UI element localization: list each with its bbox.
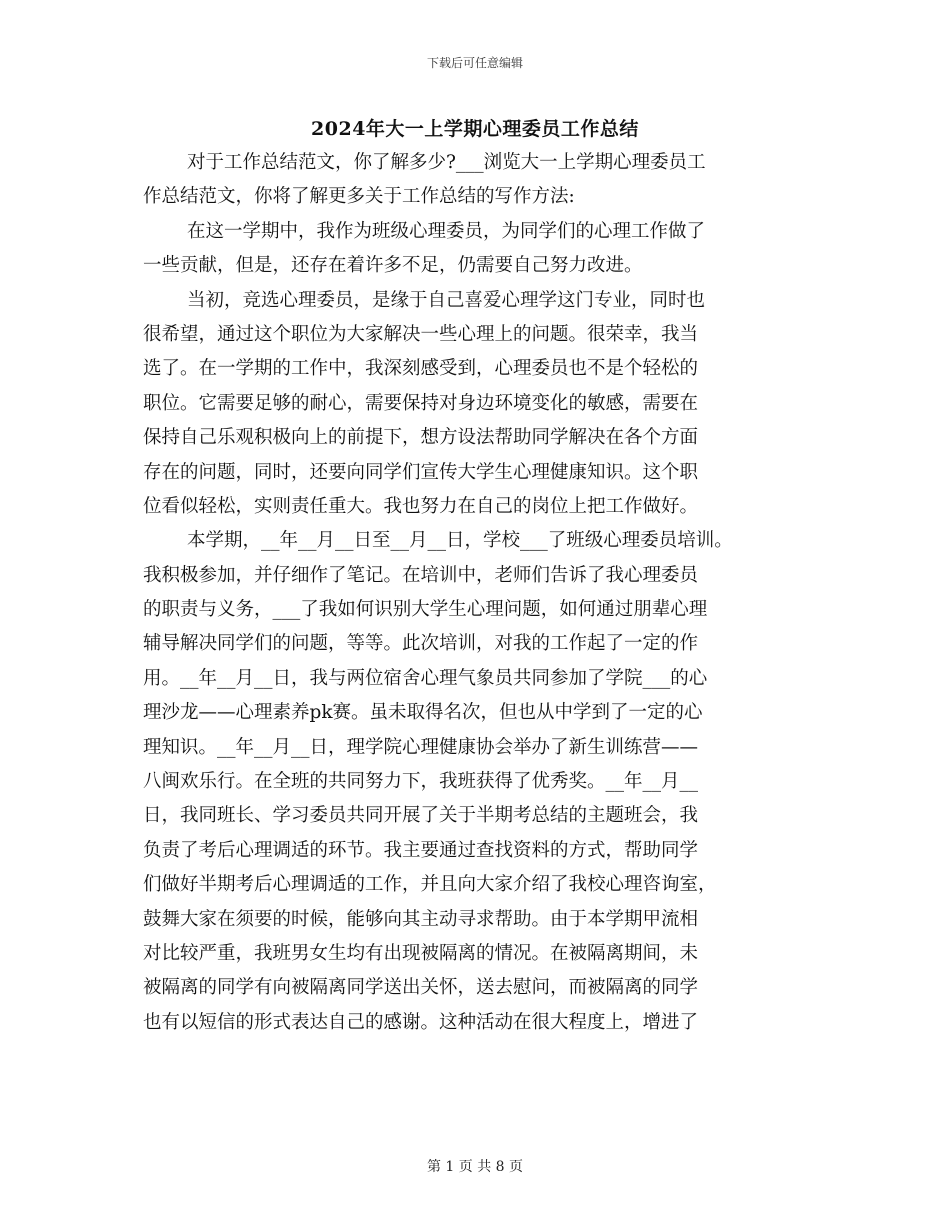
body-line: 对于工作总结范文，你了解多少?___浏览大一上学期心理委员工 (187, 152, 706, 173)
body-line: 本学期，__年__月__日至__月__日，学校___了班级心理委员培训。 (187, 530, 733, 552)
page-header: 下载后可任意编辑 (426, 56, 523, 70)
body-line: 一些贡献，但是，还存在着许多不足，仍需要自己努力改进。 (143, 255, 643, 277)
body-line: 存在的问题，同时，还要向同学们宣传大学生心理健康知识。这个职 (143, 461, 699, 483)
body-line: 选了。在一学期的工作中，我深刻感受到，心理委员也不是个轻松的 (143, 358, 699, 380)
body-line: 用。__年__月__日，我与两位宿舍心理气象员共同参加了学院___的心 (143, 667, 708, 689)
page-footer: 第 1 页 共 8 页 (426, 1159, 524, 1175)
body-line: 职位。它需要足够的耐心，需要保持对身边环境变化的敏感，需要在 (143, 392, 699, 414)
body-line: 保持自己乐观积极向上的前提下，想方设法帮助同学解决在各个方面 (143, 427, 699, 449)
body-line: 也有以短信的形式表达自己的感谢。这种活动在很大程度上，增进了 (143, 1011, 699, 1033)
body-line: 很希望，通过这个职位为大家解决一些心理上的问题。很荣幸，我当 (143, 323, 699, 345)
body-line: 当初，竞选心理委员，是缘于自己喜爱心理学这门专业，同时也 (187, 289, 706, 311)
body-line: 对比较严重，我班男女生均有出现被隔离的情况。在被隔离期间，未 (143, 942, 699, 964)
body-line: 们做好半期考后心理调适的工作，并且向大家介绍了我校心理咨询室， (143, 874, 717, 896)
document-body (143, 146, 803, 1040)
body-line: 理知识。__年__月__日，理学院心理健康协会举办了新生训练营—— (143, 736, 699, 758)
body-line: 位看似轻松，实则责任重大。我也努力在自己的岗位上把工作做好。 (143, 495, 699, 517)
body-line: 日，我同班长、学习委员共同开展了关于半期考总结的主题班会，我 (143, 805, 699, 827)
body-line: 理沙龙——心理素养pk赛。虽未取得名次，但也从中学到了一定的心 (143, 702, 703, 724)
body-line: 在这一学期中，我作为班级心理委员，为同学们的心理工作做了 (187, 220, 706, 242)
body-line: 负责了考后心理调适的环节。我主要通过查找资料的方式，帮助同学 (143, 839, 699, 861)
body-line: 被隔离的同学有向被隔离同学送出关怀，送去慰问，而被隔离的同学 (143, 977, 699, 999)
document-title: 2024年大一上学期心理委员工作总结 (311, 118, 639, 140)
body-line: 的职责与义务，___了我如何识别大学生心理问题，如何通过朋辈心理 (143, 599, 708, 621)
body-line: 作总结范文，你将了解更多关于工作总结的写作方法: (143, 186, 575, 208)
body-line: 我积极参加，并仔细作了笔记。在培训中，老师们告诉了我心理委员 (143, 564, 699, 586)
body-line: 鼓舞大家在须要的时候，能够向其主动寻求帮助。由于本学期甲流相 (143, 908, 699, 930)
body-line: 八闽欢乐行。在全班的共同努力下，我班获得了优秀奖。__年__月__ (143, 771, 699, 793)
body-line: 辅导解决同学们的问题，等等。此次培训，对我的工作起了一定的作 (143, 633, 699, 655)
